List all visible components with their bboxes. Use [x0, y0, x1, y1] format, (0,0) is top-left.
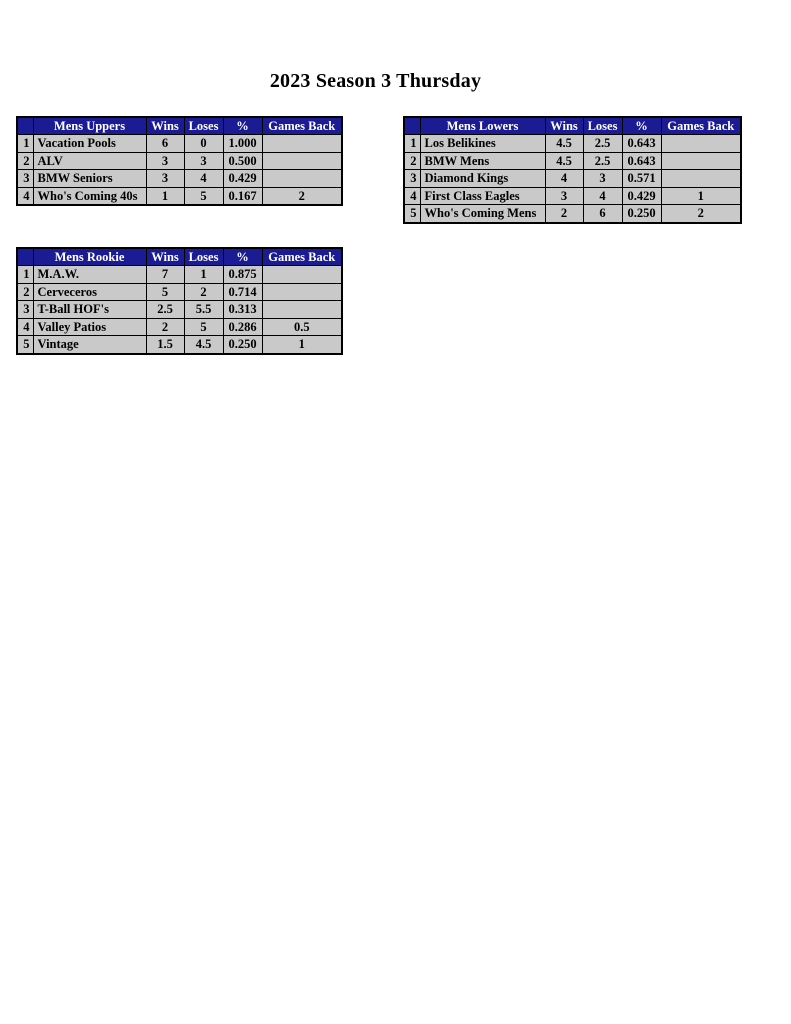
standings-table	[16, 116, 343, 206]
team-cell: BMW Mens	[420, 152, 545, 170]
loses-cell: 1	[184, 266, 223, 284]
pct-cell: 0.167	[223, 187, 262, 205]
table-row	[17, 170, 342, 188]
table-row	[17, 336, 342, 354]
games-back-cell: 2	[661, 205, 741, 223]
pct-cell: 0.571	[622, 170, 661, 188]
rank-cell: 2	[17, 152, 33, 170]
corner-cell	[17, 117, 33, 135]
pct-cell: 0.313	[223, 301, 262, 319]
wins-cell: 3	[146, 152, 184, 170]
pct-cell: 0.875	[223, 266, 262, 284]
wins-cell: 7	[146, 266, 184, 284]
pct-cell: 0.714	[223, 283, 262, 301]
team-cell: Vacation Pools	[33, 135, 146, 153]
rank-cell: 3	[17, 301, 33, 319]
column-header: %	[223, 117, 262, 135]
pct-cell: 0.500	[223, 152, 262, 170]
rank-cell: 1	[404, 135, 420, 153]
rank-cell: 5	[17, 336, 33, 354]
column-header: Games Back	[262, 117, 342, 135]
loses-cell: 2.5	[583, 135, 622, 153]
team-cell: Who's Coming Mens	[420, 205, 545, 223]
wins-cell: 6	[146, 135, 184, 153]
wins-cell: 2	[545, 205, 583, 223]
rank-cell: 5	[404, 205, 420, 223]
table-row	[404, 170, 741, 188]
pct-cell: 0.286	[223, 318, 262, 336]
team-cell: Cerveceros	[33, 283, 146, 301]
rank-cell: 1	[17, 266, 33, 284]
games-back-cell: 1	[262, 336, 342, 354]
loses-cell: 4.5	[184, 336, 223, 354]
column-header: Loses	[184, 117, 223, 135]
column-header: Loses	[583, 117, 622, 135]
games-back-cell	[262, 152, 342, 170]
loses-cell: 5.5	[184, 301, 223, 319]
pct-cell: 0.429	[223, 170, 262, 188]
header-row	[17, 117, 342, 135]
games-back-cell: 0.5	[262, 318, 342, 336]
team-cell: T-Ball HOF's	[33, 301, 146, 319]
games-back-cell: 1	[661, 187, 741, 205]
loses-cell: 4	[583, 187, 622, 205]
loses-cell: 6	[583, 205, 622, 223]
column-header: Games Back	[262, 248, 342, 266]
rank-cell: 2	[17, 283, 33, 301]
column-header: %	[223, 248, 262, 266]
standings-table-mens-lowers	[403, 116, 742, 224]
team-cell: Valley Patios	[33, 318, 146, 336]
pct-cell: 0.429	[622, 187, 661, 205]
loses-cell: 2.5	[583, 152, 622, 170]
games-back-cell	[262, 283, 342, 301]
table-row	[17, 318, 342, 336]
rank-cell: 4	[404, 187, 420, 205]
table-row	[404, 187, 741, 205]
team-cell: First Class Eagles	[420, 187, 545, 205]
table-row	[17, 187, 342, 205]
pct-cell: 0.643	[622, 135, 661, 153]
wins-cell: 1	[146, 187, 184, 205]
rank-cell: 1	[17, 135, 33, 153]
table-title: Mens Lowers	[420, 117, 545, 135]
loses-cell: 3	[583, 170, 622, 188]
team-cell: Diamond Kings	[420, 170, 545, 188]
loses-cell: 3	[184, 152, 223, 170]
wins-cell: 3	[545, 187, 583, 205]
table-row	[404, 135, 741, 153]
games-back-cell	[262, 266, 342, 284]
wins-cell: 2	[146, 318, 184, 336]
team-cell: Los Belikines	[420, 135, 545, 153]
rank-cell: 3	[17, 170, 33, 188]
header-row	[17, 248, 342, 266]
standings-table	[403, 116, 742, 224]
column-header: Loses	[184, 248, 223, 266]
column-header: Wins	[146, 248, 184, 266]
column-header: Wins	[545, 117, 583, 135]
pct-cell: 0.250	[223, 336, 262, 354]
loses-cell: 5	[184, 318, 223, 336]
wins-cell: 4.5	[545, 135, 583, 153]
standings-table-mens-uppers	[16, 116, 343, 206]
table-row	[17, 266, 342, 284]
games-back-cell	[661, 152, 741, 170]
loses-cell: 2	[184, 283, 223, 301]
wins-cell: 1.5	[146, 336, 184, 354]
wins-cell: 4.5	[545, 152, 583, 170]
rank-cell: 4	[17, 318, 33, 336]
rank-cell: 3	[404, 170, 420, 188]
games-back-cell	[262, 170, 342, 188]
column-header: Wins	[146, 117, 184, 135]
team-cell: M.A.W.	[33, 266, 146, 284]
games-back-cell	[661, 135, 741, 153]
table-row	[17, 135, 342, 153]
wins-cell: 3	[146, 170, 184, 188]
rank-cell: 2	[404, 152, 420, 170]
column-header: Games Back	[661, 117, 741, 135]
rank-cell: 4	[17, 187, 33, 205]
team-cell: ALV	[33, 152, 146, 170]
team-cell: BMW Seniors	[33, 170, 146, 188]
table-title: Mens Uppers	[33, 117, 146, 135]
loses-cell: 5	[184, 187, 223, 205]
table-row	[17, 283, 342, 301]
table-row	[17, 152, 342, 170]
team-cell: Who's Coming 40s	[33, 187, 146, 205]
wins-cell: 4	[545, 170, 583, 188]
corner-cell	[17, 248, 33, 266]
pct-cell: 0.643	[622, 152, 661, 170]
loses-cell: 4	[184, 170, 223, 188]
standings-table-mens-rookie	[16, 247, 343, 355]
games-back-cell	[262, 135, 342, 153]
column-header: %	[622, 117, 661, 135]
table-row	[404, 205, 741, 223]
standings-table	[16, 247, 343, 355]
wins-cell: 2.5	[146, 301, 184, 319]
table-row	[404, 152, 741, 170]
loses-cell: 0	[184, 135, 223, 153]
wins-cell: 5	[146, 283, 184, 301]
pct-cell: 1.000	[223, 135, 262, 153]
games-back-cell	[661, 170, 741, 188]
page-title: 2023 Season 3 Thursday	[269, 70, 482, 92]
games-back-cell: 2	[262, 187, 342, 205]
corner-cell	[404, 117, 420, 135]
header-row	[404, 117, 741, 135]
pct-cell: 0.250	[622, 205, 661, 223]
table-row	[17, 301, 342, 319]
games-back-cell	[262, 301, 342, 319]
team-cell: Vintage	[33, 336, 146, 354]
table-title: Mens Rookie	[33, 248, 146, 266]
